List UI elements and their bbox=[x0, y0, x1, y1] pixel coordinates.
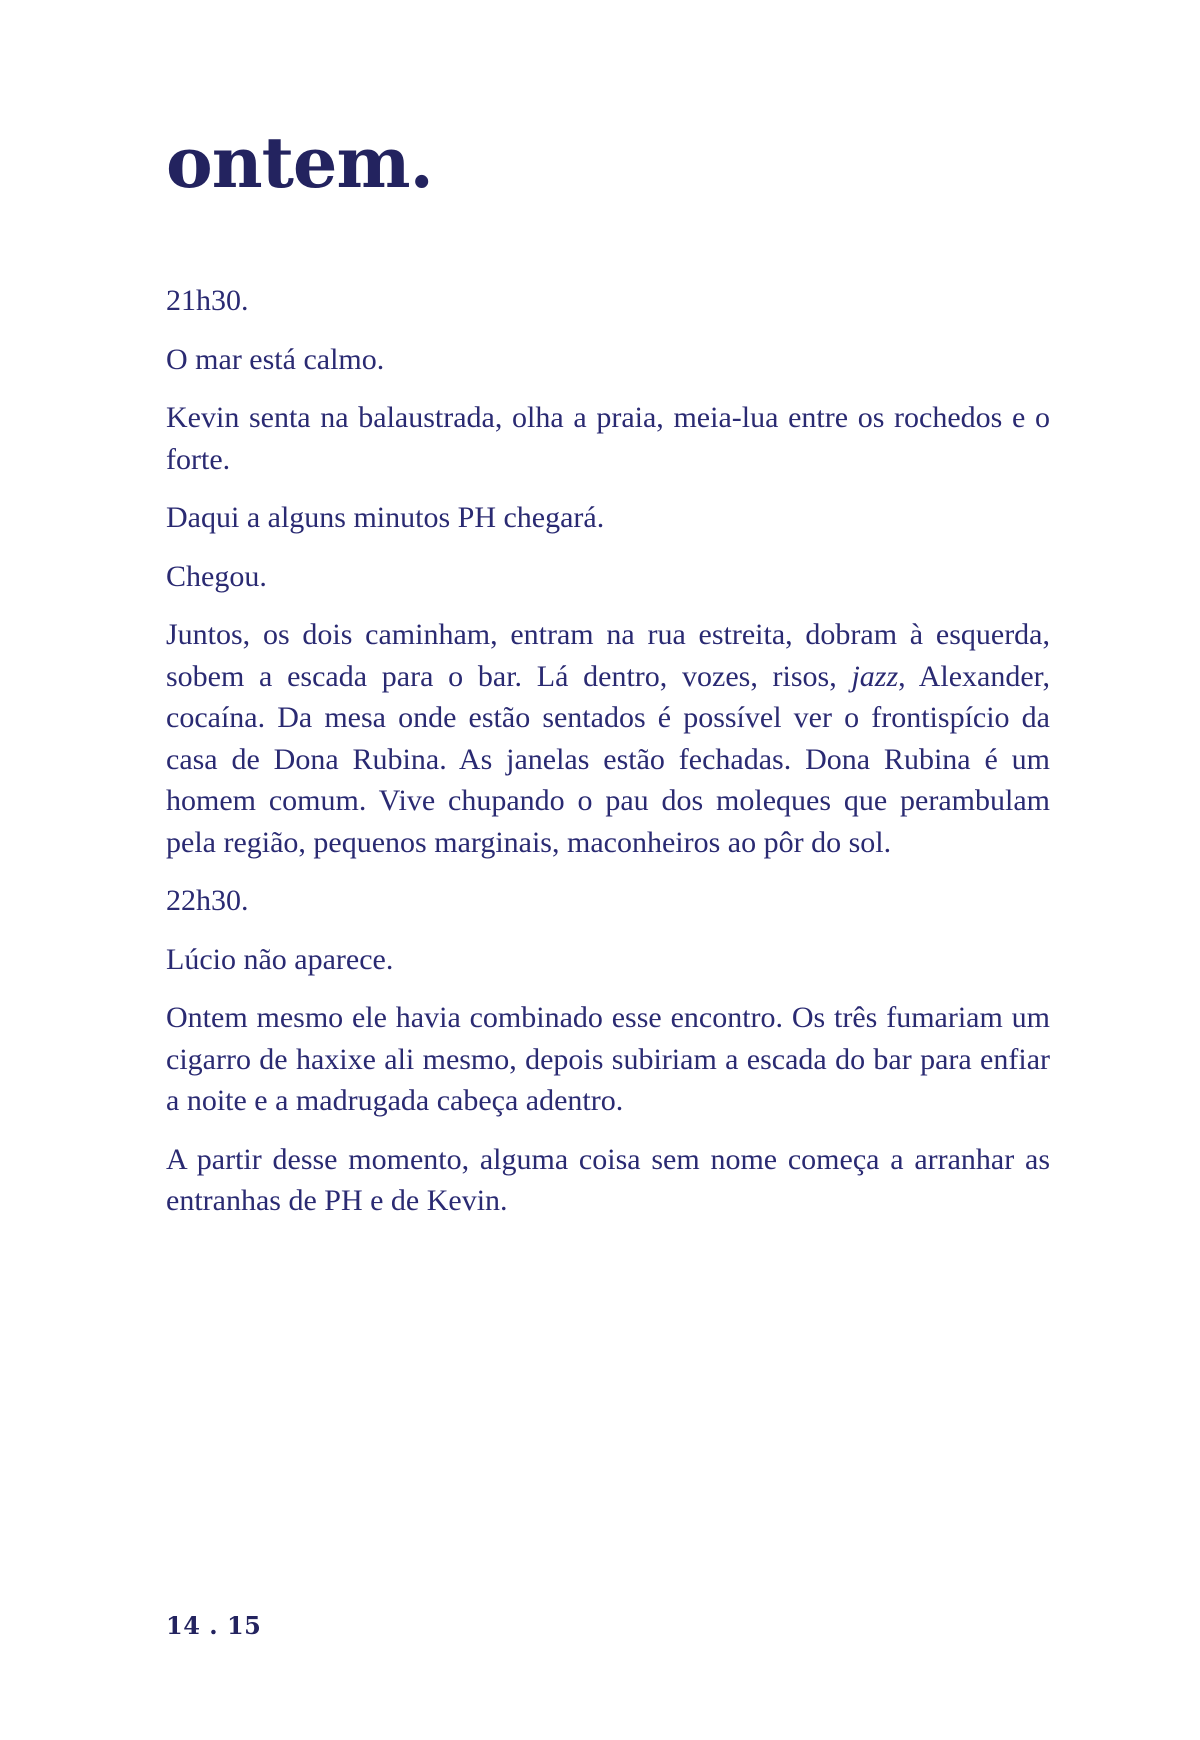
italic-word: jazz bbox=[851, 659, 899, 693]
paragraph: Lúcio não aparece. bbox=[166, 942, 394, 976]
paragraph-text-before-italic: Juntos, os dois caminham, entram na rua estreita, dobram à esquerda, sobem a escada para o bar. Lá dentro, vozes, risos, bbox=[166, 618, 1050, 693]
body-text bbox=[166, 280, 1050, 1239]
paragraph: Kevin senta na balaustrada, olha a praia, meia-lua entre os rochedos e o forte. bbox=[166, 401, 1050, 476]
paragraph: Daqui a alguns minutos PH chegará. bbox=[166, 501, 605, 534]
paragraph: Ontem mesmo ele havia combinado esse encontro. Os três fumariam um cigarro de haxixe ali mesmo, depois subiriam a escada do bar para enfiar a noite e a madrugada cabeça adentro. bbox=[166, 1001, 1050, 1117]
paragraph-text-after-italic: , Alexander, cocaína. Da mesa onde estão sentados é possível ver o frontispício da casa de Dona Rubina. As janelas estão fechadas. Dona Rubina é um homem comum. Vive chupando o pau dos moleques que perambulam pela região, pequenos marginais, maconheiros ao pôr do sol. bbox=[166, 659, 1050, 859]
page-numbers: 14 . 15 bbox=[166, 1611, 262, 1640]
paragraph: O mar está calmo. bbox=[166, 342, 385, 376]
paragraph-with-italic bbox=[166, 614, 1050, 863]
time-stamp-paragraph: 22h30. bbox=[166, 884, 249, 917]
chapter-title: ontem. bbox=[166, 121, 433, 204]
time-stamp-paragraph: 21h30. bbox=[166, 284, 249, 317]
paragraph: Chegou. bbox=[166, 559, 267, 593]
paragraph: A partir desse momento, alguma coisa sem nome começa a arranhar as entranhas de PH e de Kevin. bbox=[166, 1142, 1050, 1217]
